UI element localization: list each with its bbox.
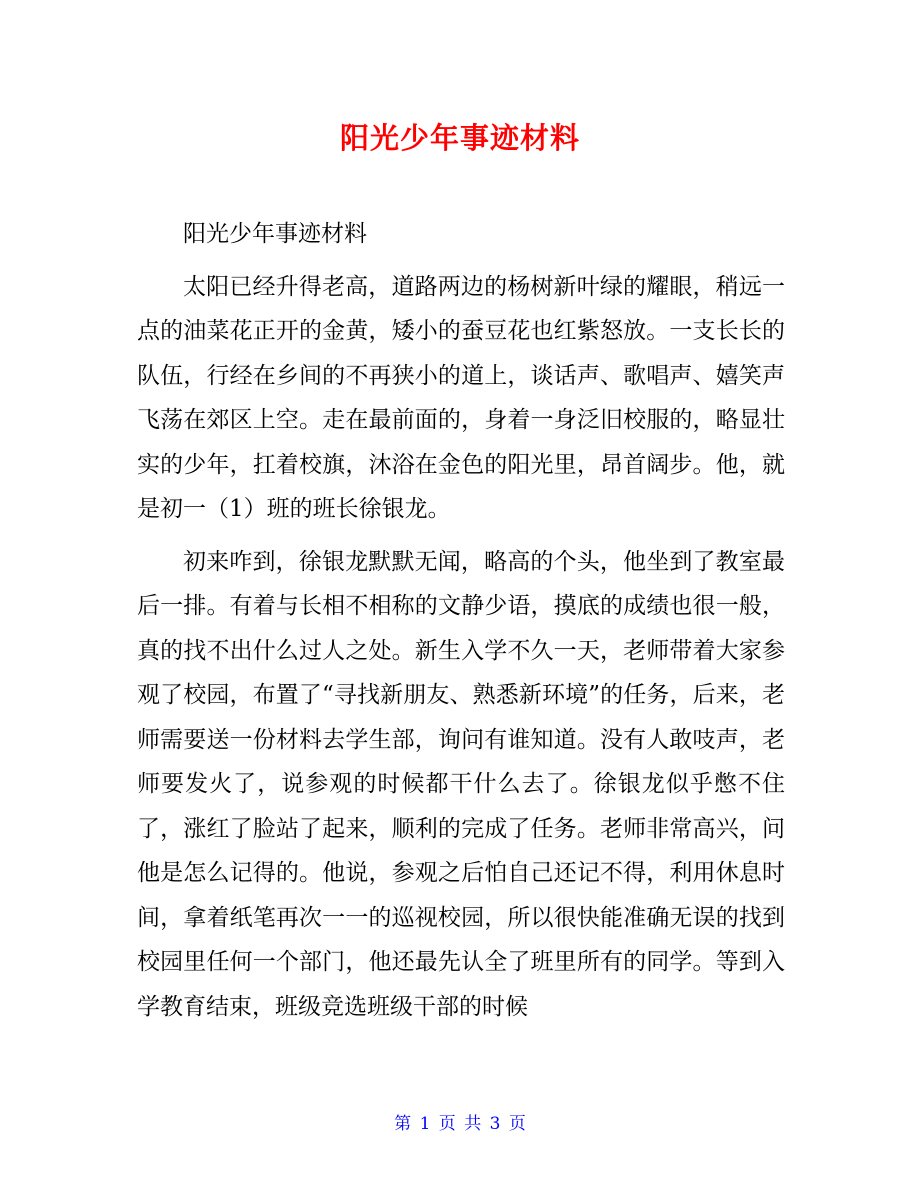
- page-number: 第 1 页 共 3 页: [394, 1114, 526, 1134]
- paragraph-2: 初来咋到，徐银龙默默无闻，略高的个头，他坐到了教室最后一排。有着与长相不相称的文静少语，摸底的成绩也很一般，真的找不出什么过人之处。新生入学不久一天，老师带着大家参观了校园，布置了“寻找新朋友、熟悉新环境”的任务，后来，老师需要送一份材料去学生部，询问有谁知道。没有人敢吱声，老师要发火了，说参观的时候都干什么去了。徐银龙似乎憋不住了，涨红了脸站了起来，顺利的完成了任务。老师非常高兴，问他是怎么记得的。他说，参观之后怕自己还记不得，利用休息时间，拿着纸笔再次一一的巡视校园，所以很快能准确无误的找到校园里任何一个部门，他还最先认全了班里所有的同学。等到入学教育结束，班级竞选班级干部的时候: [137, 548, 785, 1020]
- page-title: 阳光少年事迹材料: [339, 121, 580, 155]
- paragraph-subtitle: 阳光少年事迹材料: [183, 221, 367, 247]
- paragraph-1: 太阳已经升得老高，道路两边的杨树新叶绿的耀眼，稍远一点的油菜花正开的金黄，矮小的蚕豆花也红紫怒放。一支长长的队伍，行经在乡间的不再狭小的道上，谈话声、歌唱声、嬉笑声飞荡在郊区上空。走在最前面的，身着一身泛旧校服的，略显壮实的少年，扛着校旗，沐浴在金色的阳光里，昂首阔步。他，就是初一（1）班的班长徐银龙。: [137, 273, 785, 522]
- document-body: [137, 212, 785, 1037]
